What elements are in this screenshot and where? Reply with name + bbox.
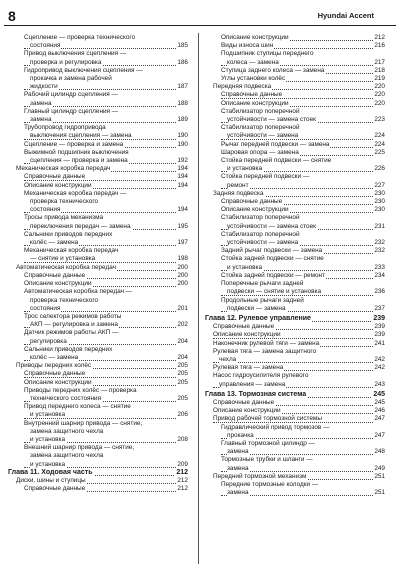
toc-page-number: 201 bbox=[177, 304, 188, 312]
toc-entry bbox=[205, 141, 385, 149]
toc-column-right bbox=[205, 34, 385, 497]
toc-entry-text: устойчивости — замена bbox=[227, 132, 299, 140]
toc-entry bbox=[205, 348, 385, 364]
toc-entry bbox=[8, 190, 188, 215]
toc-entry-text: и установка bbox=[30, 411, 66, 419]
toc-page-number: 185 bbox=[177, 42, 188, 50]
toc-page-number: 249 bbox=[374, 464, 385, 472]
toc-page-number: 197 bbox=[177, 239, 188, 247]
toc-entry-text: колёс — замена bbox=[30, 239, 79, 247]
toc-entry bbox=[8, 141, 188, 149]
toc-page-number: 189 bbox=[177, 116, 188, 124]
toc-entry-text: Стойка передней подвески — bbox=[221, 173, 310, 181]
toc-page-number: 245 bbox=[374, 398, 385, 406]
toc-page-number: 237 bbox=[374, 304, 385, 312]
toc-entry-text: Рулевая тяга — замена bbox=[213, 364, 284, 372]
toc-page-number: 205 bbox=[177, 370, 188, 378]
toc-entry-text: Описание конструкции bbox=[221, 206, 289, 214]
toc-chapter-heading bbox=[205, 391, 385, 399]
toc-entry-text: и установка bbox=[30, 435, 66, 443]
toc-entry bbox=[8, 313, 188, 329]
toc-entry-text: Насос гидроусилителя рулевого bbox=[213, 372, 309, 380]
toc-page-number: 220 bbox=[374, 91, 385, 99]
toc-page-number: 217 bbox=[374, 58, 385, 66]
toc-entry-text: Приводы передних колёс — проверка bbox=[24, 386, 137, 394]
toc-page-number: 234 bbox=[374, 271, 385, 279]
toc-page-number: 212 bbox=[177, 485, 188, 493]
toc-entry bbox=[205, 272, 385, 280]
toc-entry bbox=[205, 424, 385, 440]
toc-entry-text: Сцепление — проверка и замена bbox=[24, 140, 124, 148]
toc-page-number: 243 bbox=[374, 380, 385, 388]
toc-entry-text: Главный цилиндр сцепления — bbox=[24, 107, 119, 115]
page-number: 8 bbox=[8, 8, 16, 24]
toc-entry-text: проверка технического bbox=[30, 296, 99, 304]
toc-entry-text: замена bbox=[227, 448, 249, 456]
toc-entry bbox=[8, 329, 188, 345]
toc-entry-text: Сальники приводов передних bbox=[24, 345, 113, 353]
toc-entry bbox=[205, 340, 385, 348]
toc-entry bbox=[205, 415, 385, 423]
toc-entry-text: Внутренний шарнир привода — снятие, bbox=[24, 419, 143, 427]
toc-entry bbox=[205, 297, 385, 313]
toc-page-number: 200 bbox=[177, 280, 188, 288]
toc-entry-text: замена bbox=[227, 464, 249, 472]
toc-page-number: 209 bbox=[177, 460, 188, 468]
toc-entry-text: Главный тормозной цилиндр — bbox=[221, 439, 315, 447]
toc-entry-text: жидкости bbox=[30, 83, 58, 91]
toc-entry bbox=[8, 485, 188, 493]
toc-entry-text: Справочные данные bbox=[213, 323, 275, 331]
toc-page-number: 248 bbox=[374, 448, 385, 456]
toc-entry-text: Механическая коробка передач — bbox=[24, 189, 127, 197]
toc-entry bbox=[205, 124, 385, 140]
toc-entry bbox=[8, 379, 188, 387]
toc-page-number: 212 bbox=[177, 476, 188, 484]
toc-entry-text: — снятие и установка bbox=[30, 255, 96, 263]
toc-entry bbox=[8, 149, 188, 165]
toc-page-number: 242 bbox=[374, 364, 385, 372]
toc-entry bbox=[8, 247, 188, 263]
toc-chapter-heading bbox=[205, 315, 385, 323]
toc-entry-text: АКП — регулировка и замена bbox=[30, 321, 118, 329]
toc-entry-text: Описание конструкции bbox=[213, 331, 281, 339]
toc-entry-text: Описание конструкции bbox=[221, 34, 289, 41]
toc-entry-text: Датчик режимов работы АКП — bbox=[24, 329, 119, 337]
toc-page-number: 194 bbox=[177, 206, 188, 214]
toc-entry-text: Стойка задней подвески — ремонт bbox=[221, 271, 325, 279]
toc-entry-text: ремонт bbox=[227, 181, 249, 189]
toc-page-number: 251 bbox=[374, 489, 385, 497]
toc-entry-text: Привод рабочей тормозной системы bbox=[213, 415, 322, 423]
toc-entry-text: Диски, шины и ступицы bbox=[16, 476, 86, 484]
toc-entry-text: Приводы передних колёс bbox=[16, 362, 92, 370]
toc-entry-text: Внешний шарнир привода — снятие, bbox=[24, 444, 135, 452]
toc-entry-text: Стойка задней подвески — снятие bbox=[221, 255, 324, 263]
toc-entry bbox=[205, 399, 385, 407]
toc-entry-text: Справочные данные bbox=[24, 271, 86, 279]
toc-entry-text: Передний тормозной механизм bbox=[213, 472, 307, 480]
toc-page-number: 247 bbox=[374, 431, 385, 439]
toc-page-number: 247 bbox=[374, 415, 385, 423]
toc-entry bbox=[8, 477, 188, 485]
toc-entry-text: замена защитного чехла bbox=[30, 427, 104, 435]
toc-entry-text: устойчивости — замена стоек bbox=[227, 116, 316, 124]
toc-entry-text: и установка bbox=[227, 263, 263, 271]
toc-chapter-heading bbox=[8, 469, 188, 477]
toc-entry bbox=[205, 473, 385, 481]
toc-entry bbox=[205, 190, 385, 198]
toc-page-number: 186 bbox=[177, 58, 188, 66]
toc-entry-text: Наконечник рулевой тяги — замена bbox=[213, 339, 320, 347]
toc-page-number: 190 bbox=[177, 140, 188, 148]
toc-entry-text: Механическая коробка передач bbox=[16, 165, 111, 173]
toc-page-number: 212 bbox=[374, 34, 385, 41]
toc-entry-text: Рычаг передней подвески — замена bbox=[221, 140, 330, 148]
toc-entry-text: Тормозные трубки и шланги — bbox=[221, 456, 313, 464]
toc-entry bbox=[205, 280, 385, 296]
toc-entry-text: Передние тормозные колодки — bbox=[221, 480, 319, 488]
toc-page-number: 195 bbox=[177, 222, 188, 230]
toc-entry-text: Привод выключения сцепления — bbox=[24, 50, 127, 58]
toc-entry-text: прокачка bbox=[227, 431, 254, 439]
toc-entry-text: устойчивости — замена bbox=[227, 239, 299, 247]
toc-entry-text: и установка bbox=[30, 460, 66, 468]
toc-entry-text: устойчивости — замена стоек bbox=[227, 222, 316, 230]
toc-entry-text: состояния bbox=[30, 206, 61, 214]
toc-page-number: 230 bbox=[374, 206, 385, 214]
toc-page-number: 239 bbox=[374, 323, 385, 331]
toc-entry bbox=[8, 403, 188, 419]
toc-entry-text: Механическая коробка передач bbox=[24, 247, 119, 255]
toc-entry bbox=[8, 264, 188, 272]
toc-entry-text: сцепления — проверка и замена bbox=[30, 157, 128, 165]
toc-page-number: 245 bbox=[373, 390, 385, 398]
toc-entry-text: Справочные данные bbox=[24, 485, 86, 493]
toc-entry bbox=[8, 67, 188, 92]
toc-entry-text: технического состояния bbox=[30, 394, 102, 402]
toc-page-number: 227 bbox=[374, 181, 385, 189]
toc-page-number: 220 bbox=[374, 83, 385, 91]
toc-entry-text: Справочные данные bbox=[213, 398, 275, 406]
toc-page-number: 232 bbox=[374, 239, 385, 247]
toc-entry-text: Глава 11. Ходовая часть bbox=[8, 468, 93, 476]
toc-entry-text: Рулевая тяга — замена защитного bbox=[213, 347, 317, 355]
toc-entry-text: Описание конструкции bbox=[213, 407, 281, 415]
toc-entry-text: управления — замена bbox=[219, 380, 286, 388]
toc-page-number: 239 bbox=[374, 331, 385, 339]
toc-entry-text: Виды износа шин bbox=[221, 42, 274, 50]
toc-entry-text: прокачка и замена рабочей bbox=[30, 75, 112, 83]
toc-entry-text: Справочные данные bbox=[221, 198, 283, 206]
toc-entry bbox=[8, 346, 188, 362]
toc-entry bbox=[205, 149, 385, 157]
toc-page-number: 226 bbox=[374, 165, 385, 173]
toc-page-number: 208 bbox=[177, 435, 188, 443]
toc-page-number: 224 bbox=[374, 140, 385, 148]
toc-page-number: 192 bbox=[177, 157, 188, 165]
toc-page-number: 236 bbox=[374, 288, 385, 296]
toc-page-number: 223 bbox=[374, 116, 385, 124]
toc-page-number: 230 bbox=[374, 198, 385, 206]
toc-page-number: 246 bbox=[374, 407, 385, 415]
toc-entry bbox=[205, 157, 385, 173]
toc-entry-text: Автоматическая коробка передач bbox=[16, 263, 116, 271]
toc-page-number: 194 bbox=[177, 181, 188, 189]
toc-entry bbox=[205, 34, 385, 42]
toc-entry-text: колёс — замена bbox=[30, 353, 79, 361]
toc-page-number: 194 bbox=[177, 165, 188, 173]
toc-entry bbox=[205, 372, 385, 388]
toc-entry bbox=[8, 108, 188, 124]
toc-entry bbox=[8, 444, 188, 469]
toc-page-number: 205 bbox=[177, 394, 188, 402]
toc-entry-text: переключения передач — замена bbox=[30, 222, 131, 230]
toc-entry bbox=[8, 420, 188, 445]
toc-entry bbox=[205, 75, 385, 83]
toc-page-number: 225 bbox=[374, 148, 385, 156]
toc-page-number: 232 bbox=[374, 247, 385, 255]
toc-entry-text: состояния bbox=[30, 304, 61, 312]
toc-page-number: 198 bbox=[177, 255, 188, 263]
toc-entry-text: Стабилизатор поперечной bbox=[221, 214, 300, 222]
toc-entry-text: Шаровая опора — замена bbox=[221, 148, 299, 156]
toc-page-number: 204 bbox=[177, 337, 188, 345]
header-divider bbox=[4, 25, 396, 26]
column-divider bbox=[198, 33, 199, 564]
toc-entry-text: Глава 13. Тормозная система bbox=[205, 390, 307, 398]
toc-entry-text: Задняя подвеска bbox=[213, 189, 264, 197]
toc-entry-text: Справочные данные bbox=[221, 91, 283, 99]
toc-entry-text: Рабочий цилиндр сцепления — bbox=[24, 91, 118, 99]
toc-entry-text: замена bbox=[227, 489, 249, 497]
toc-page-number: 200 bbox=[177, 263, 188, 271]
toc-entry-text: Описание конструкции bbox=[24, 181, 92, 189]
toc-page-number: 220 bbox=[374, 99, 385, 107]
toc-entry-text: Гидравлический привод тормозов — bbox=[221, 423, 330, 431]
toc-entry-text: замена bbox=[30, 99, 52, 107]
toc-entry-text: Гидропривод выключения сцепления — bbox=[24, 66, 143, 74]
toc-entry-text: Глава 12. Рулевое управление bbox=[205, 314, 311, 322]
toc-page-number: 206 bbox=[177, 411, 188, 419]
toc-entry bbox=[8, 91, 188, 107]
toc-entry bbox=[205, 456, 385, 472]
toc-page-number: 188 bbox=[177, 99, 188, 107]
toc-page-number: 241 bbox=[374, 339, 385, 347]
toc-entry-text: Сцепление — проверка технического bbox=[24, 34, 136, 41]
toc-entry-text: Выжимной подшипник выключения bbox=[24, 148, 129, 156]
toc-entry-text: замена защитного чехла bbox=[30, 452, 104, 460]
toc-entry-text: регулировка bbox=[30, 337, 67, 345]
toc-entry-text: выключения сцепления — замена bbox=[30, 132, 132, 140]
toc-entry-text: состояния bbox=[30, 42, 61, 50]
toc-entry bbox=[205, 440, 385, 456]
toc-page-number: 218 bbox=[374, 66, 385, 74]
toc-entry-text: Трос селектора режимов работы bbox=[24, 312, 122, 320]
toc-entry bbox=[205, 481, 385, 497]
toc-entry-text: колеса — замена bbox=[227, 58, 279, 66]
toc-entry-text: Стабилизатор поперечной bbox=[221, 107, 300, 115]
toc-entry-text: чехла bbox=[219, 355, 237, 363]
toc-page-number: 194 bbox=[177, 173, 188, 181]
toc-entry bbox=[8, 231, 188, 247]
toc-page-number: 239 bbox=[373, 314, 385, 322]
toc-entry-text: Стойка передней подвески — снятие bbox=[221, 157, 332, 165]
book-title: Hyundai Accent bbox=[317, 11, 374, 20]
toc-page-number: 204 bbox=[177, 353, 188, 361]
toc-entry bbox=[8, 50, 188, 66]
toc-entry bbox=[205, 331, 385, 339]
toc-entry-text: Трубопровод гидропривода bbox=[24, 124, 106, 132]
toc-entry bbox=[205, 173, 385, 189]
toc-entry-text: Сальники приводов передних bbox=[24, 230, 113, 238]
toc-entry bbox=[205, 231, 385, 247]
toc-entry-text: Описание конструкции bbox=[221, 99, 289, 107]
toc-entry-text: замена bbox=[30, 116, 52, 124]
toc-page-number: 233 bbox=[374, 263, 385, 271]
toc-page-number: 251 bbox=[374, 472, 385, 480]
toc-page-number: 216 bbox=[374, 42, 385, 50]
toc-entry-text: Поперечные рычаги задней bbox=[221, 280, 304, 288]
toc-entry-text: Описание конструкции bbox=[24, 378, 92, 386]
toc-entry-text: Описание конструкции bbox=[24, 280, 92, 288]
toc-entry-text: Ступица заднего колеса — замена bbox=[221, 66, 325, 74]
toc-entry-text: подвески — снятие и установка bbox=[227, 288, 322, 296]
toc-entry bbox=[8, 34, 188, 50]
toc-entry-text: Привод переднего колеса — снятие bbox=[24, 403, 131, 411]
toc-entry-text: Передняя подвеска bbox=[213, 83, 272, 91]
toc-entry-text: Справочные данные bbox=[24, 173, 86, 181]
toc-entry-text: Тросы привода механизма bbox=[24, 214, 104, 222]
toc-entry-text: Подшипник ступицы переднего bbox=[221, 50, 314, 58]
toc-entry-text: Углы установки колёс bbox=[221, 75, 286, 83]
toc-column-left bbox=[8, 34, 188, 493]
toc-entry-text: проверка и регулировка bbox=[30, 58, 102, 66]
toc-entry-text: и установка bbox=[227, 165, 263, 173]
toc-page-number: 212 bbox=[176, 468, 188, 476]
toc-entry-text: проверка технического bbox=[30, 198, 99, 206]
toc-entry bbox=[205, 67, 385, 75]
toc-page-number: 202 bbox=[177, 321, 188, 329]
toc-entry-text: Автоматическая коробка передач — bbox=[24, 288, 133, 296]
toc-page-number: 190 bbox=[177, 132, 188, 140]
toc-entry-text: Задний рычаг подвески — замена bbox=[221, 247, 323, 255]
toc-entry-text: Стабилизатор поперечной bbox=[221, 230, 300, 238]
toc-entry bbox=[205, 100, 385, 108]
toc-entry-text: Продольные рычаги задней bbox=[221, 296, 304, 304]
toc-entry bbox=[8, 387, 188, 403]
toc-entry bbox=[8, 124, 188, 140]
toc-entry bbox=[205, 214, 385, 230]
toc-page-number: 231 bbox=[374, 222, 385, 230]
toc-page-number: 224 bbox=[374, 132, 385, 140]
toc-entry-text: Справочные данные bbox=[24, 370, 86, 378]
toc-entry bbox=[205, 91, 385, 99]
toc-entry bbox=[205, 255, 385, 271]
toc-entry bbox=[8, 182, 188, 190]
toc-entry bbox=[8, 214, 188, 230]
toc-entry bbox=[8, 272, 188, 280]
toc-page-number: 230 bbox=[374, 189, 385, 197]
toc-page-number: 205 bbox=[177, 378, 188, 386]
toc-page-number: 219 bbox=[374, 75, 385, 83]
toc-entry-text: подвески — замена bbox=[227, 304, 286, 312]
toc-page-number: 187 bbox=[177, 83, 188, 91]
toc-entry-text: Стабилизатор поперечной bbox=[221, 124, 300, 132]
toc-page-number: 242 bbox=[374, 355, 385, 363]
toc-page-number: 205 bbox=[177, 362, 188, 370]
toc-entry bbox=[8, 173, 188, 181]
toc-page-number: 200 bbox=[177, 271, 188, 279]
toc-entry bbox=[205, 108, 385, 124]
toc-entry bbox=[8, 370, 188, 378]
toc-entry bbox=[205, 50, 385, 66]
toc-entry bbox=[8, 288, 188, 313]
